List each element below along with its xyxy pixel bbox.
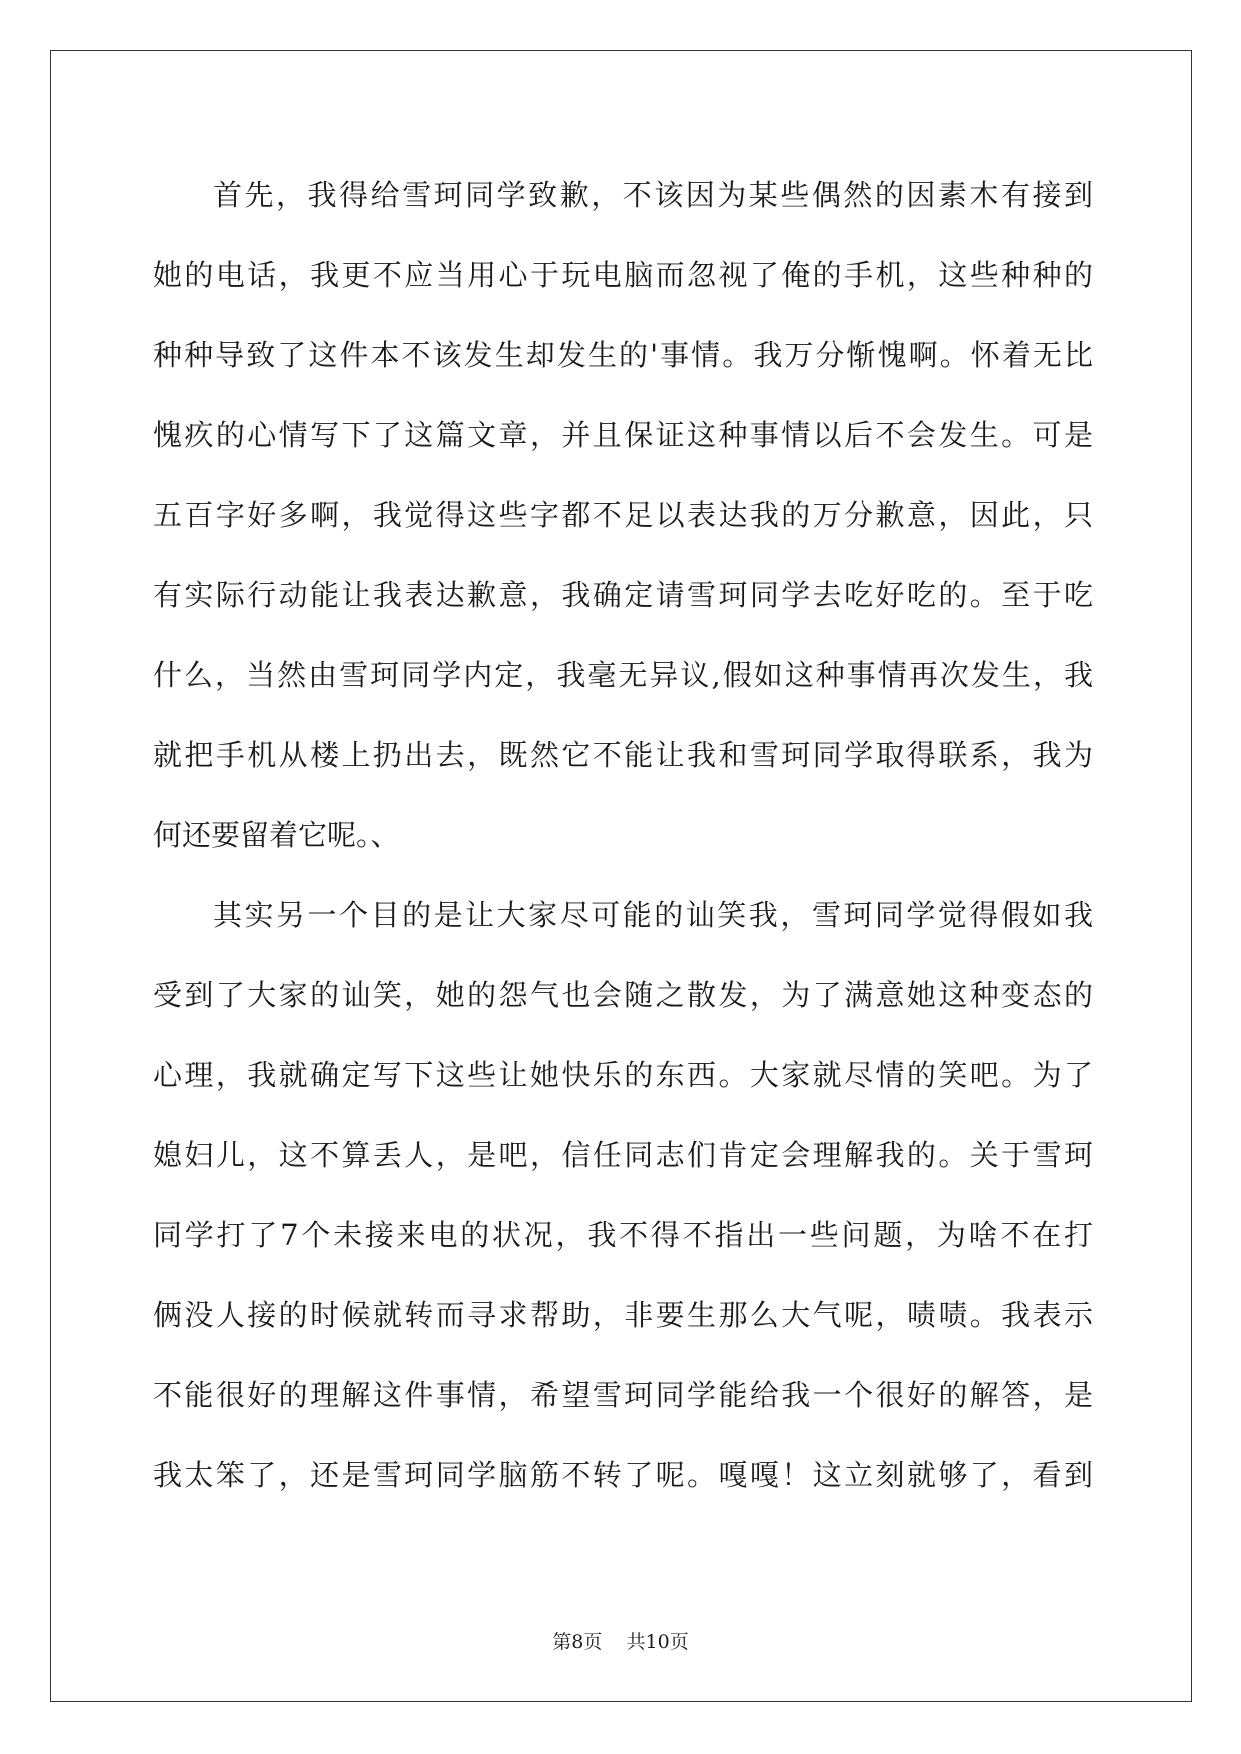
text-line: 受到了大家的讪笑，她的怨气也会随之散发，为了满意她这种变态的 xyxy=(153,978,1093,1012)
text-line: 不能很好的理解这件事情，希望雪珂同学能给我一个很好的解答，是 xyxy=(153,1378,1093,1412)
text-line: 种种导致了这件本不该发生却发生的'事情。我万分惭愧啊。怀着无比 xyxy=(153,338,1093,372)
text-line: 愧疚的心情写下了这篇文章，并且保证这种事情以后不会发生。可是 xyxy=(153,418,1093,452)
document-body xyxy=(153,155,1093,1515)
text-line: 就把手机从楼上扔出去，既然它不能让我和雪珂同学取得联系，我为 xyxy=(153,738,1093,772)
page-number: 第8页 xyxy=(552,1631,603,1653)
text-line: 同学打了7个未接来电的状况，我不得不指出一些问题，为啥不在打 xyxy=(153,1218,1093,1252)
text-line: 我太笨了，还是雪珂同学脑筋不转了呢。嘎嘎！这立刻就够了，看到 xyxy=(153,1458,1093,1492)
page-total: 共10页 xyxy=(626,1631,689,1653)
text-line: 五百字好多啊，我觉得这些字都不足以表达我的万分歉意，因此，只 xyxy=(153,498,1093,532)
text-line: 首先，我得给雪珂同学致歉，不该因为某些偶然的因素木有接到 xyxy=(213,178,1093,212)
text-line: 她的电话，我更不应当用心于玩电脑而忽视了俺的手机，这些种种的 xyxy=(153,258,1093,292)
text-line: 媳妇儿，这不算丢人，是吧，信任同志们肯定会理解我的。关于雪珂 xyxy=(153,1138,1093,1172)
text-line: 其实另一个目的是让大家尽可能的讪笑我，雪珂同学觉得假如我 xyxy=(213,898,1093,932)
text-line: 何还要留着它呢。、 xyxy=(153,818,400,852)
footer-spacer xyxy=(602,1631,626,1653)
text-line: 俩没人接的时候就转而寻求帮助，非要生那么大气呢，啧啧。我表示 xyxy=(153,1298,1093,1332)
text-line: 什么，当然由雪珂同学内定，我毫无异议,假如这种事情再次发生，我 xyxy=(153,658,1093,692)
text-line: 心理，我就确定写下这些让她快乐的东西。大家就尽情的笑吧。为了 xyxy=(153,1058,1093,1092)
page-footer xyxy=(0,1630,1241,1654)
text-line: 有实际行动能让我表达歉意，我确定请雪珂同学去吃好吃的。至于吃 xyxy=(153,578,1093,612)
